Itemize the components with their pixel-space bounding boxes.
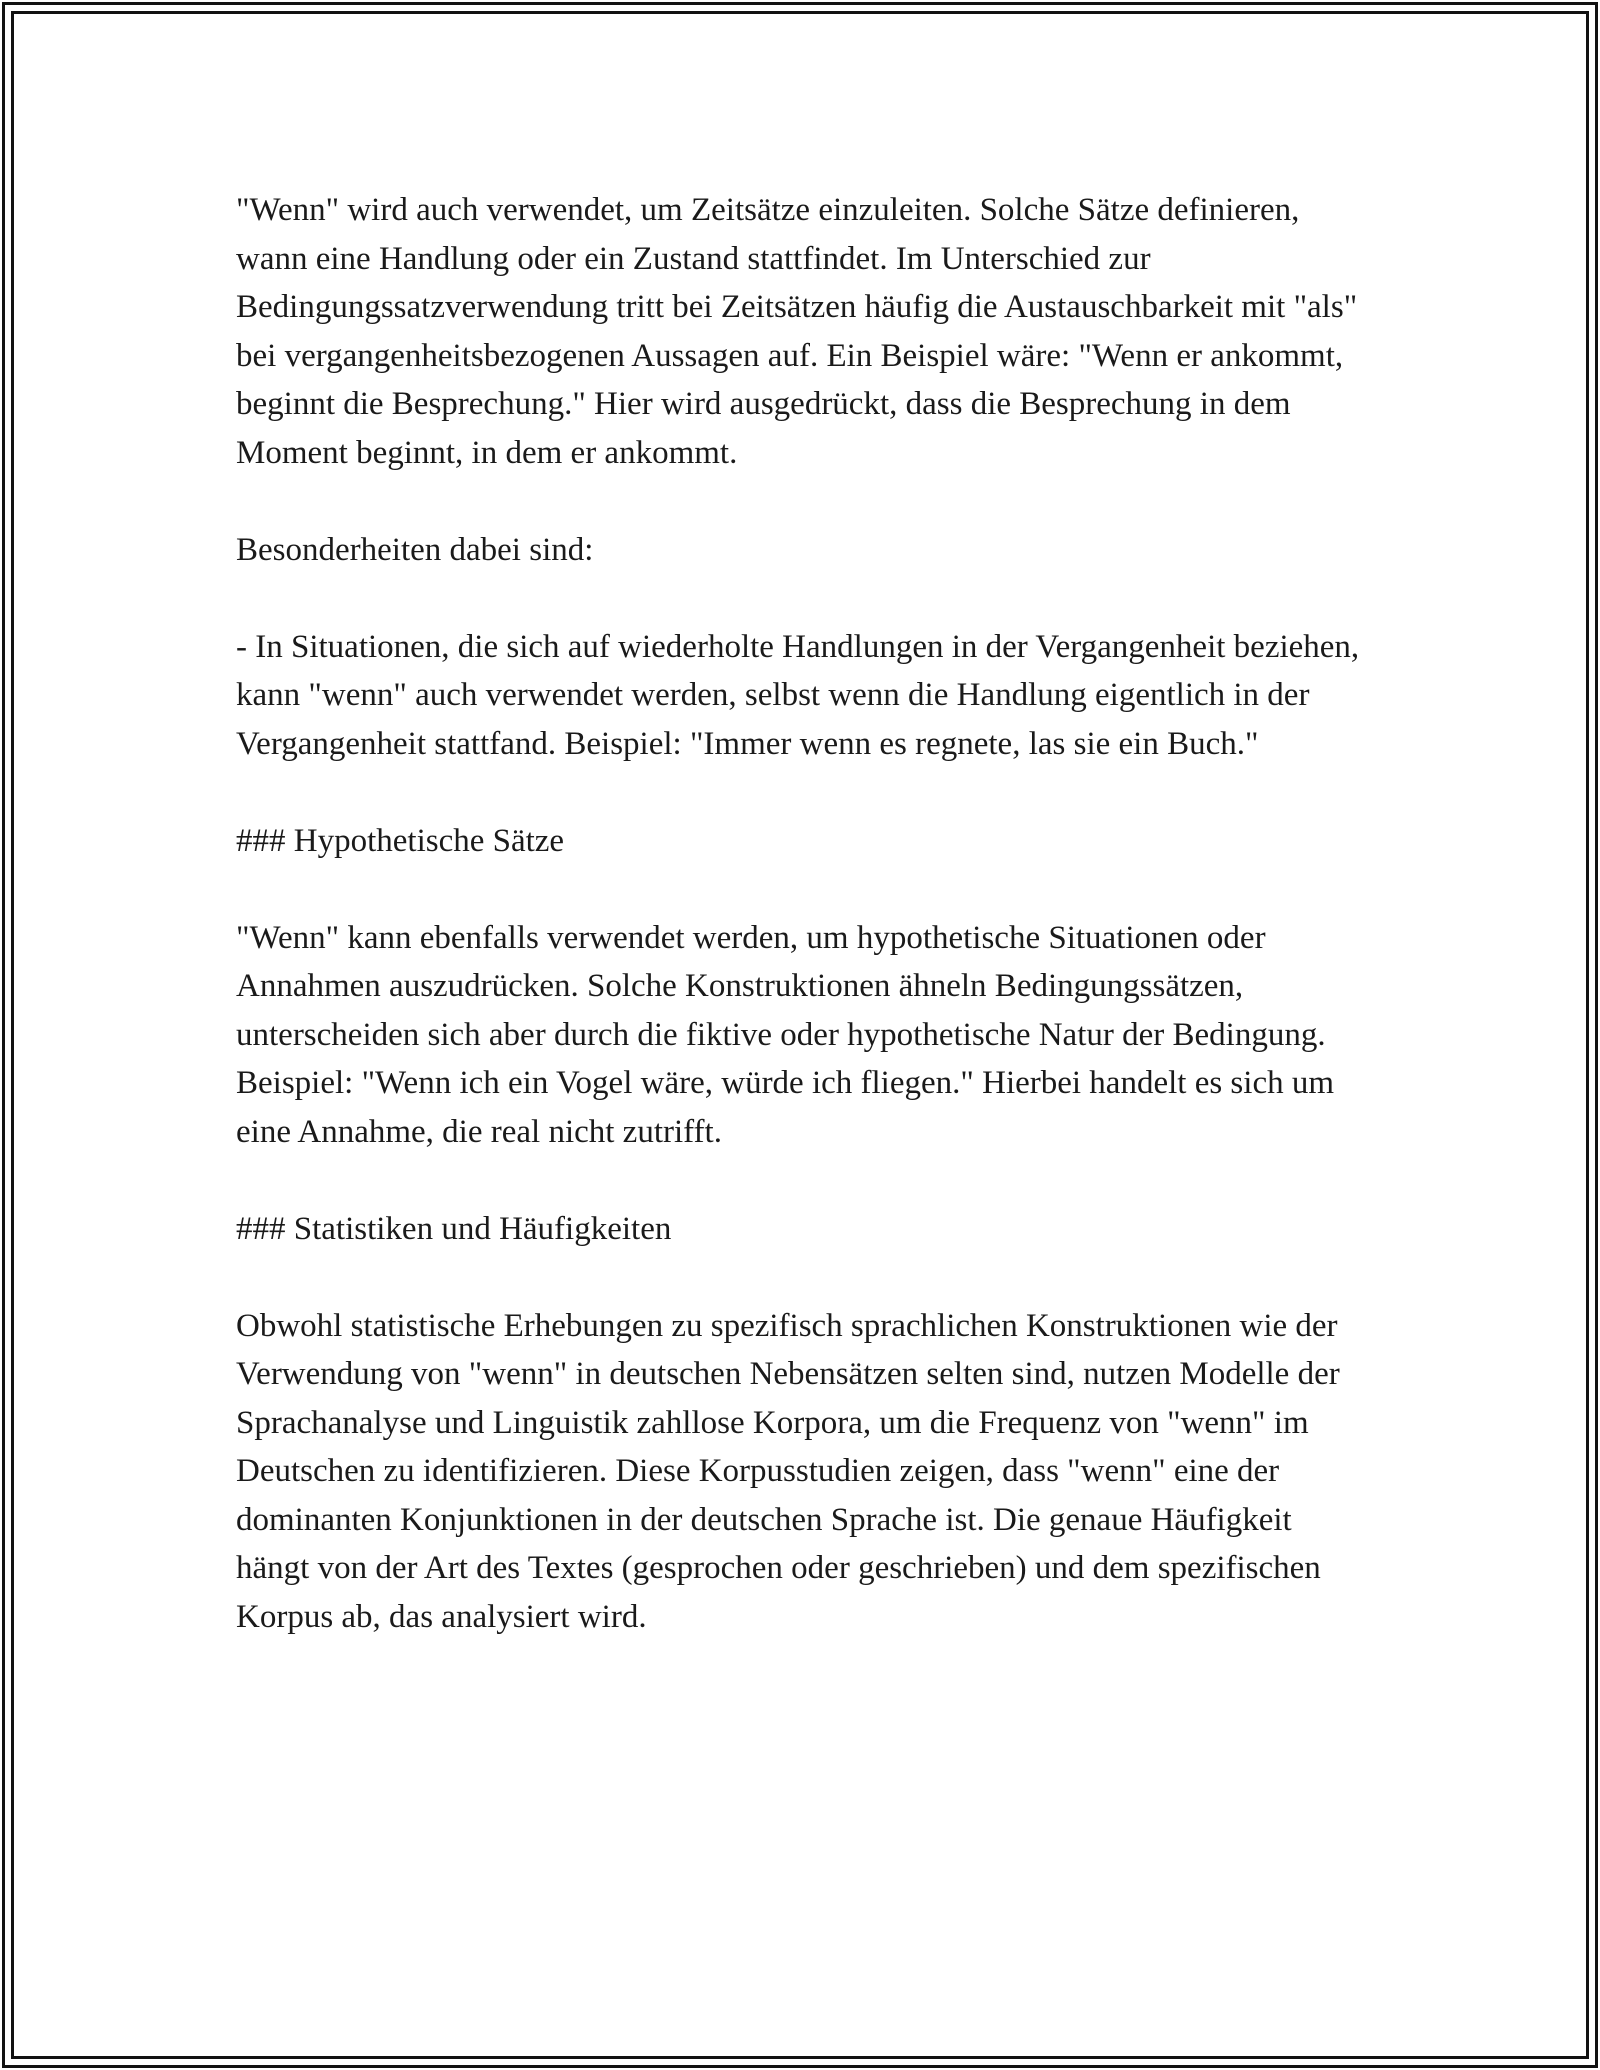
paragraph-zeitsaetze: "Wenn" wird auch verwendet, um Zeitsätze einzuleiten. Solche Sätze definieren, wann eine Handlung oder ein Zustand stattfindet. Im Unterschied zur Bedingungssatzverwendung tritt bei Zeitsätzen häufig die Austauschbarkeit mit "als" bei vergangenheitsbezogenen Aussagen auf. Ein Beispiel wäre: "Wenn er ankommt, beginnt die Besprechung." Hier wird ausgedrückt, dass die Besprechung in dem Moment beginnt, in dem er ankommt. <box>236 192 1358 471</box>
heading-hypothetische-saetze: ### Hypothetische Sätze <box>236 822 565 859</box>
paragraph-hypothetische-saetze: "Wenn" kann ebenfalls verwendet werden, um hypothetische Situationen oder Annahmen auszudrücken. Solche Konstruktionen ähneln Bedingungssätzen, unterscheiden sich aber durch die fiktive oder hypothetische Natur der Bedingung. Beispiel: "Wenn ich ein Vogel wäre, würde ich fliegen." Hierbei handelt es sich um eine Annahme, die real nicht zutrifft. <box>236 919 1335 1150</box>
document-body <box>236 186 1366 1690</box>
paragraph-statistiken: Obwohl statistische Erhebungen zu spezifisch sprachlichen Konstruktionen wie der Verwendung von "wenn" in deutschen Nebensätzen selten sind, nutzen Modelle der Sprachanalyse und Linguistik zahllose Korpora, um die Frequenz von "wenn" im Deutschen zu identifizieren. Diese Korpusstudien zeigen, dass "wenn" eine der dominanten Konjunktionen in der deutschen Sprache ist. Die genaue Häufigkeit hängt von der Art des Textes (gesprochen oder geschrieben) und dem spezifischen Korpus ab, das analysiert wird. <box>236 1307 1340 1635</box>
heading-statistiken: ### Statistiken und Häufigkeiten <box>236 1210 672 1247</box>
paragraph-besonderheiten-intro: Besonderheiten dabei sind: <box>236 531 594 568</box>
list-item-wiederholte-handlungen: - In Situationen, die sich auf wiederholte Handlungen in der Vergangenheit beziehen, kann "wenn" auch verwendet werden, selbst wenn die Handlung eigentlich in der Vergangenheit stattfand. Beispiel: "Immer wenn es regnete, las sie ein Buch." <box>236 628 1360 762</box>
